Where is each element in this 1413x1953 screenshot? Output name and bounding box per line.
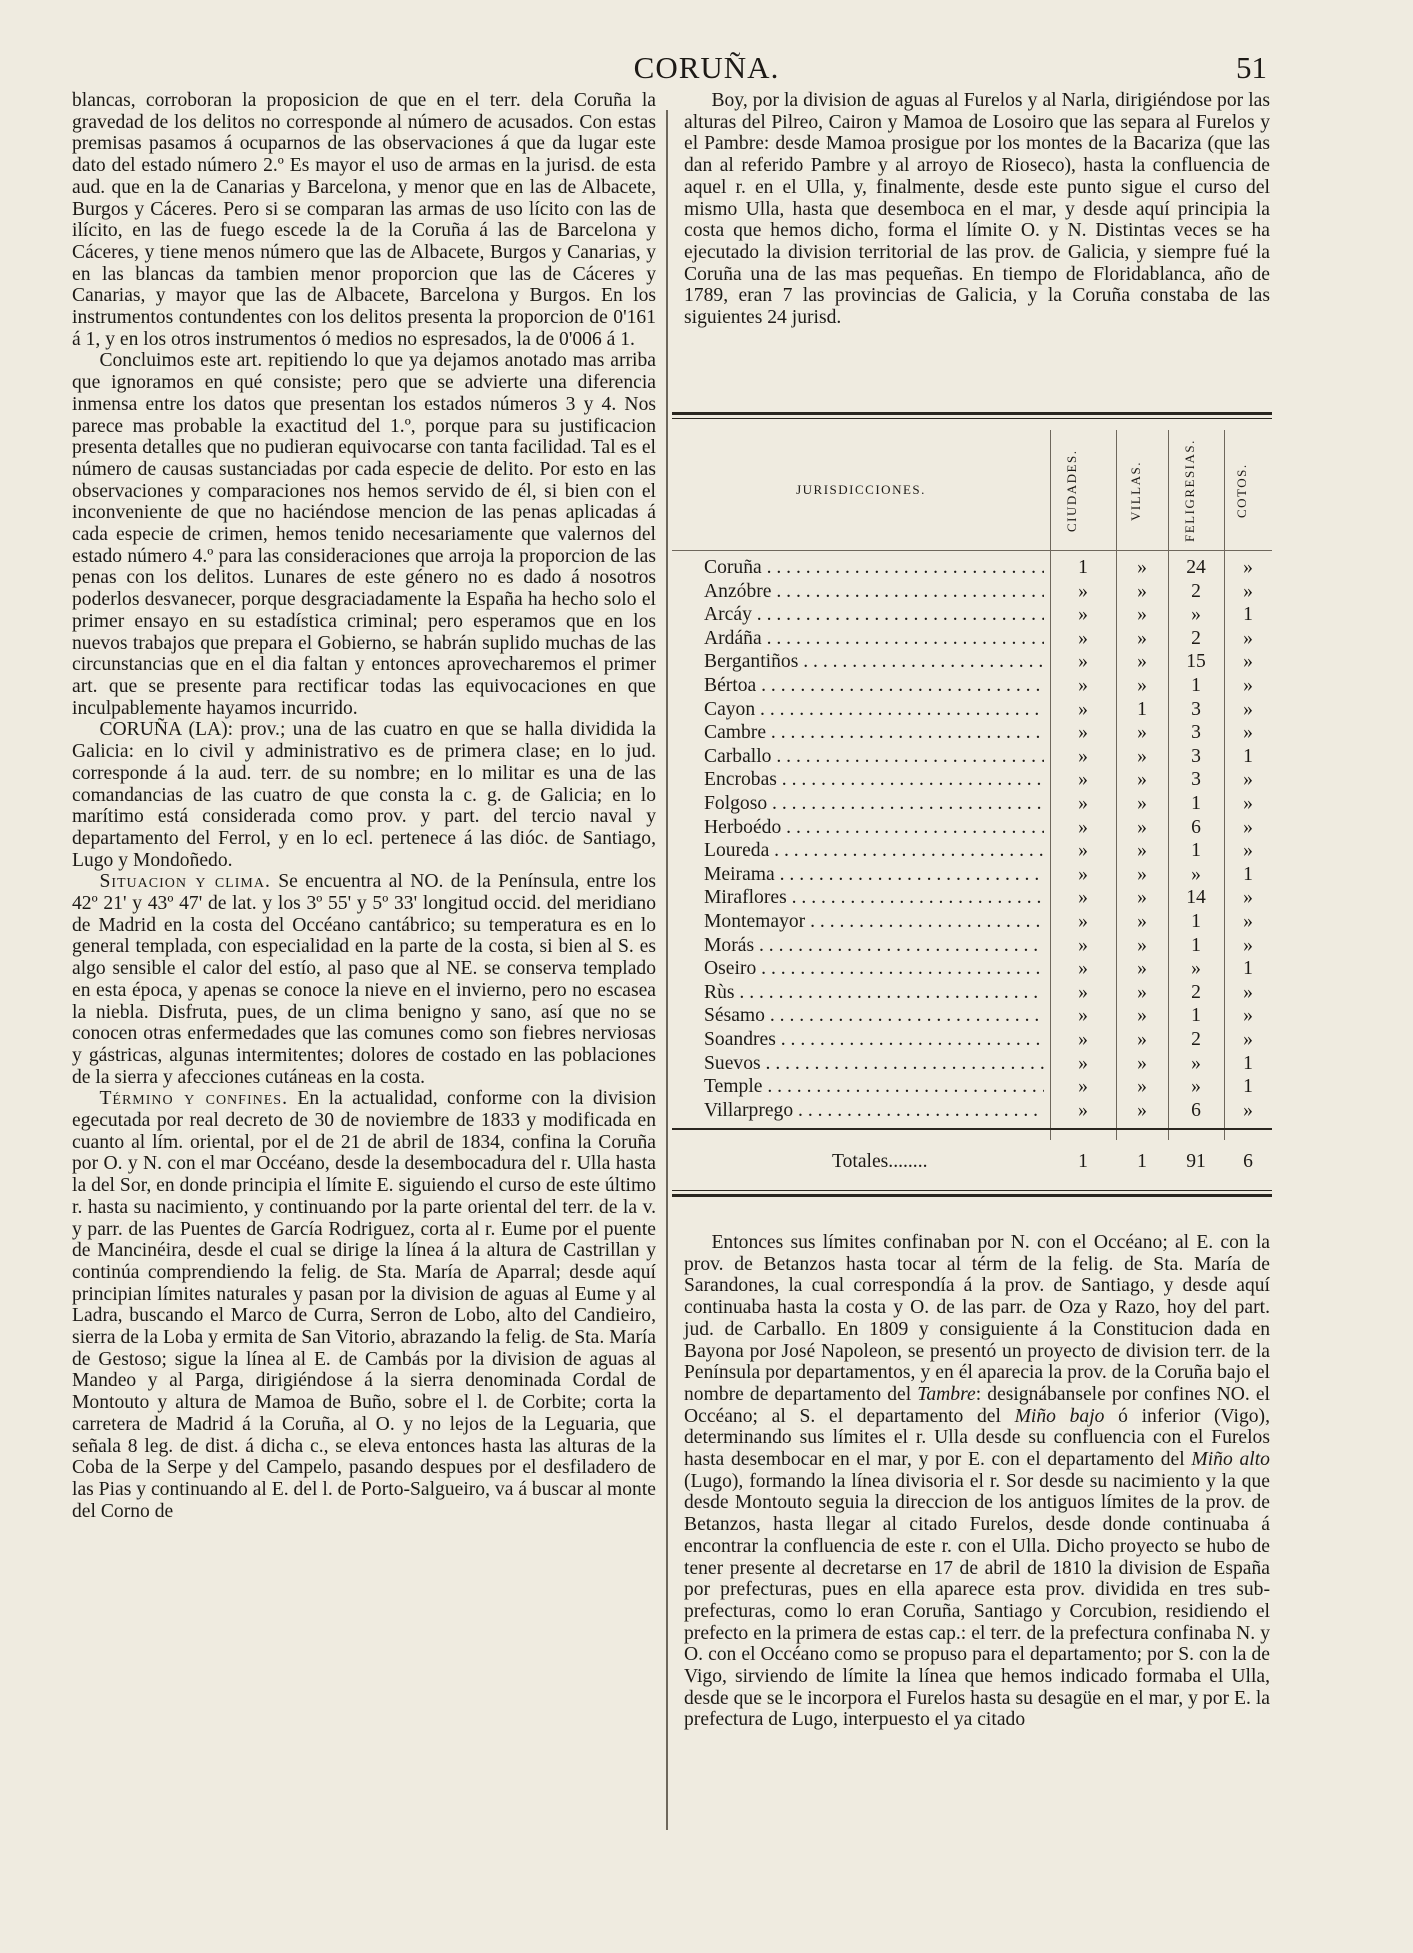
cell-value: » (1078, 1029, 1088, 1050)
jurisdiction-name: Cambre . . . (704, 723, 1044, 744)
totals-row (672, 1150, 1272, 1174)
cell-value: » (1137, 981, 1147, 1003)
cell-value: » (1243, 627, 1253, 649)
cell-value: » (1137, 863, 1147, 885)
text-run: : designábansele por confines NO. el Occéano; al S. el departamento del (684, 1383, 1270, 1427)
cell-value: 1 (1191, 911, 1201, 932)
paragraph (684, 1232, 1270, 1731)
jurisdiction-name: Temple . . . (704, 1077, 1044, 1098)
cell-value: » (1137, 651, 1147, 673)
left-column (72, 90, 656, 1522)
table-row (672, 582, 1272, 603)
cell-value: » (1243, 816, 1253, 838)
table-bottom-rule-thin (672, 1190, 1272, 1191)
cell-value: » (1243, 911, 1253, 932)
cell-value: » (1243, 1099, 1253, 1121)
cell-value: 6 (1191, 816, 1201, 838)
jurisdiction-name: Villarprego . . . (704, 1101, 1044, 1122)
totals-rule (672, 1128, 1272, 1130)
cell-value: » (1191, 863, 1201, 885)
table-row (672, 676, 1272, 697)
cell-value: 3 (1191, 769, 1201, 791)
cell-value: 1 (1191, 675, 1201, 696)
table-top-rule (672, 412, 1272, 415)
cell-value: » (1078, 769, 1088, 791)
jurisdiction-name: Oseiro . . . (704, 959, 1044, 980)
running-head: CORUÑA. (633, 50, 780, 85)
cell-value: 1 (1243, 1076, 1253, 1098)
jurisdiction-name: Rùs . . . (704, 983, 1044, 1004)
table-bottom-rule (672, 1194, 1272, 1197)
jurisdiction-name: Herboédo . . . (704, 818, 1044, 839)
cell-value: » (1078, 651, 1088, 673)
cell-value: » (1243, 722, 1253, 744)
cell-value: » (1078, 863, 1088, 885)
cell-value: 1 (1191, 840, 1201, 862)
cell-value: 2 (1191, 627, 1201, 649)
cell-value: » (1243, 698, 1253, 720)
cell-value: » (1191, 604, 1201, 626)
cell-value: » (1078, 627, 1088, 649)
paragraph: blancas, corroboran la proposicion de que en el terr. dela Coruña la gravedad de los delitos no corresponde al número de acusados. Con estas premisas pasamos á ocuparnos de las observaciones á que da lugar este dato del estado número 2.º Es mayor el uso de armas en la jurisd. de esta aud. que en la de Canarias y Barcelona, y menor que en las de Albacete, Burgos y Cáceres. Pero si se comparan las armas de uso lícito con las de ilícito, en las de fuego escede la de la Coruña á las de Barcelona y Cáceres, y tiene menos número que las de Albacete, Burgos y Canarias, y en las blancas da tambien menor proporcion que las de Cáceres y Canarias, y mayor que las de Albacete, Barcelona y Burgos. En los instrumentos contundentes con los delitos presenta la proporcion de 0'161 á 1, y en los otros instrumentos ó medios no espresados, la de 0'006 á 1. (72, 90, 656, 350)
jurisdictions-table (672, 412, 1272, 1210)
cell-value: » (1078, 793, 1088, 814)
cell-value: » (1078, 698, 1088, 720)
cell-value: » (1137, 911, 1147, 932)
jurisdiction-name: Carballo . . . (704, 747, 1044, 768)
right-column-bottom (684, 1232, 1270, 1731)
cell-value: » (1137, 793, 1147, 814)
cell-value: » (1137, 580, 1147, 602)
cell-value: 2 (1191, 580, 1201, 602)
cell-value: » (1078, 816, 1088, 838)
table-row (672, 1006, 1272, 1027)
cell-value: » (1078, 887, 1088, 909)
jurisdiction-name: Encrobas . . . (704, 770, 1044, 791)
jurisdiction-name: Morás . . . (704, 936, 1044, 957)
table-row (672, 1030, 1272, 1051)
cell-value: » (1078, 1052, 1088, 1074)
cell-value: » (1137, 1076, 1147, 1098)
jurisdiction-name: Meirama . . . (704, 865, 1044, 886)
jurisdiction-name: Miraflores . . . (704, 888, 1044, 909)
table-row (672, 888, 1272, 909)
cell-value: » (1078, 745, 1088, 767)
cell-value: » (1137, 1052, 1147, 1074)
cell-value: » (1243, 840, 1253, 862)
termino-paragraph (72, 1088, 656, 1522)
cell-value: » (1137, 722, 1147, 744)
cell-value: » (1078, 981, 1088, 1003)
situacion-paragraph (72, 871, 656, 1088)
jurisdiction-name: Arcáy . . . (704, 605, 1044, 626)
cell-value: » (1078, 934, 1088, 956)
text-run: Miño bajo (1014, 1405, 1105, 1427)
table-row (672, 936, 1272, 957)
cell-value: 1 (1243, 863, 1253, 885)
cell-value: » (1137, 557, 1147, 578)
text-run: Tambre (917, 1383, 976, 1405)
table-row (672, 652, 1272, 673)
cell-value: » (1078, 958, 1088, 980)
jurisdiction-name: Loureda . . . (704, 841, 1044, 862)
jurisdiction-name: Sésamo . . . (704, 1006, 1044, 1027)
cell-value: 1 (1243, 958, 1253, 980)
table-row (672, 865, 1272, 886)
cell-value: » (1137, 840, 1147, 862)
cell-value: 1 (1137, 698, 1147, 720)
table-row (672, 794, 1272, 815)
cell-value: » (1243, 1005, 1253, 1027)
table-row (672, 629, 1272, 650)
cell-value: 6 (1191, 1099, 1201, 1121)
cell-value: 1 (1243, 604, 1253, 626)
cell-value: » (1243, 769, 1253, 791)
total-ciudades: 1 (1078, 1151, 1088, 1172)
cell-value: » (1137, 1099, 1147, 1121)
section-text: En la actualidad, conforme con la division egecutada por real decreto de 30 de noviembre de 1833 y modificada en cuanto al lím. oriental, por el de 21 de abril de 1834, confina la Coruña por O. y N. con el mar Occéano, desde la desembocadura del r. Ulla hasta la del Sor, en donde principia el límite E. siguiendo el curso de este último r. hasta su nacimiento, y continuando por la parte oriental del terr. de la v. y parr. de las Puentes de García Rodriguez, corta al r. Eume por el puente de Mancinéira, desde el cual se dirige la línea á la altura de Castrillan y continúa comprendiendo la felig. de Sta. María de Aparral; desde aquí principian límites naturales y pasan por la division de aguas al Eume y al Ladra, buscando el Marco de Curra, Serron de Lobo, alto del Candieiro, sierra de la Loba y ermita de San Vitorio, abrazando la felig. de Sta. María de Gestoso; sigue la línea al E. de Cambás por la division de aguas al Mandeo y al Parga, dirigiéndose á la sierra denominada Cordal de Montouto y altura de Mamoa de Buño, sobre el l. de Corbite; corta la carretera de Madrid á la Coruña, al O. y no lejos de la Leguaria, que señala 8 leg. de dist. á dicha c., se eleva entonces hasta las alturas de la Coba de la Serpe y del Campelo, pasando despues por el desfiladero de las Pias y continuando al E. del l. de Porto-Salgueiro, va á buscar al monte del Corno de (72, 1088, 656, 1522)
text-run: ó inferior (Vigo), determinando sus límites el r. Ulla desde su confluencia con el Furelos hasta desembocar en el mar, y por E. con el departamento del (684, 1405, 1270, 1471)
cell-value: 14 (1186, 887, 1206, 909)
cell-value: » (1078, 604, 1088, 626)
cell-value: » (1243, 887, 1253, 909)
cell-value: 1 (1191, 1005, 1201, 1027)
header-rule (672, 550, 1272, 551)
jurisdiction-name: Bértoa . . . (704, 676, 1044, 697)
jurisdiction-name: Coruña . . . (704, 558, 1044, 579)
table-row (672, 723, 1272, 744)
table-row (672, 1054, 1272, 1075)
section-text: prov.; una de las cuatro en que se halla dividida la Galicia: en lo civil y administrativo es de primera clase; en lo jud. corresponde á la aud. terr. de su nombre; en lo militar es una de las comandancias de las cuatro de que consta la c. g. de Galicia; en lo marítimo está considerada como prov. y part. del tercio naval y departamento del Ferrol, y en lo ecl. pertenece á las dióc. de Santiago, Lugo y Mondoñedo. (72, 719, 656, 871)
table-row (672, 1077, 1272, 1098)
right-column-top (684, 90, 1270, 329)
header-ciudades: CIUDADES. (1064, 449, 1079, 533)
cell-value: » (1078, 675, 1088, 696)
cell-value: » (1078, 1005, 1088, 1027)
cell-value: » (1137, 1029, 1147, 1050)
section-text: Se encuentra al NO. de la Península, entre los 42º 21' y 43º 47' de lat. y los 3º 55' y 5º 33' longitud occid. del meridiano de Madrid en la costa del Occéano cantábrico; su temperatura es en lo general templada, con especialidad en la parte de la costa, si bien al S. es algo sensible el calor del estío, al paso que al NE. se conserva templado en esta época, y apenas se conoce la nieve en el invierno, pero no escasea la niebla. Disfruta, pues, de un clima benigno y sano, así que no se conocen otras enfermedades que las comunes como son fiebres nerviosas y gástricas, algunas intermitentes; dolores de costado en las poblaciones de la sierra y afecciones cutáneas en la costa. (72, 871, 657, 1088)
cell-value: 3 (1191, 722, 1201, 744)
table-row (672, 841, 1272, 862)
cell-value: 1 (1243, 745, 1253, 767)
cell-value: » (1137, 675, 1147, 696)
cell-value: » (1078, 1099, 1088, 1121)
jurisdiction-name: Soandres . . . (704, 1030, 1044, 1051)
cell-value: » (1078, 580, 1088, 602)
header-cotos: COTOS. (1234, 463, 1249, 519)
jurisdiction-name: Montemayor . . . (704, 912, 1044, 933)
cell-value: » (1137, 934, 1147, 956)
text-run: (Lugo), formando la línea divisoria el r. Sor desde su nacimiento y la que desde Montouto seguia la direccion de los antiguos límites de la prov. de Betanzos, hasta llegar al citado Furelos, desde donde continuaba á encontrar la confluencia de este r. con el Ulla. Dicho proyecto se hubo de tener presente al decretarse en 17 de abril de 1810 la division de España por prefecturas, pues en ella aparece esta prov. dividida en tres sub-prefecturas, como lo eran Coruña, Santiago y Corcubion, residiendo el prefecto en la primera de estas cap.: el terr. de la prefectura confinaba N. y O. con el Occéano como se propuso para el departamento; por S. con la de Vigo, sirviendo de límite la línea que hemos indicado formaba el Ulla, desde que se le incorpora el Furelos hasta su desagüe en el mar, y por E. la prefectura de Lugo, interpuesto el ya citado (684, 1470, 1270, 1731)
section-title: Situacion y clima. (99, 871, 271, 893)
cell-value: » (1191, 1052, 1201, 1074)
cell-value: 3 (1191, 745, 1201, 767)
table-row (672, 912, 1272, 933)
table-row (672, 770, 1272, 791)
cell-value: » (1243, 1029, 1253, 1050)
table-row (672, 605, 1272, 626)
cell-value: 3 (1191, 698, 1201, 720)
cell-value: » (1243, 981, 1253, 1003)
paragraph: Concluimos este art. repitiendo lo que ya dejamos anotado mas arriba que ignoramos en qué consiste; pero que se advierte una diferencia inmensa entre los datos que presentan los estados números 3 y 4. Nos parece mas probable la exactitud del 1.º, porque para su justificacion presenta detalles que no pudieran equivocarse con tanta facilidad. Tal es el número de causas sustanciadas por cada especie de delito. Por esto en las observaciones y comparaciones nos hemos servido de él, si bien con el inconveniente de que no haciéndose mencion de las penas aplicadas á cada especie de crimen, hemos tenido necesariamente que valernos del estado número 4.º para las consideraciones que arroja la proporcion de las penas con los delitos. Lunares de este género no es dado á nosotros poderlos desvanecer, porque desgraciadamente la España ha hecho solo el primer ensayo en su estadística criminal; pero esperamos que en los nuevos trabajos que prepara el Gobierno, se habrán suplido muchas de las circunstancias que en el dia faltan y entonces aprovecharemos el primer art. que se presente para rectificar todas las equivocaciones en que inculpablemente hayamos incurrido. (72, 350, 656, 719)
jurisdiction-name: Folgoso . . . (704, 794, 1044, 815)
table-row (672, 983, 1272, 1004)
table-row (672, 959, 1272, 980)
table-header (672, 430, 1272, 548)
table-row (672, 818, 1272, 839)
table-row (672, 1101, 1272, 1122)
jurisdiction-name: Bergantiños . . . (704, 652, 1044, 673)
cell-value: » (1137, 816, 1147, 838)
cell-value: » (1137, 958, 1147, 980)
text-run: Miño alto (1191, 1449, 1270, 1471)
total-feligresias: 91 (1186, 1151, 1206, 1172)
paragraph: Boy, por la division de aguas al Furelos y al Narla, dirigiéndose por las alturas del Pilreo, Cairon y Mamoa de Losoiro que las separa al Furelos y el Pambre: desde Mamoa prosigue por los montes de la Bacariza (que las dan al referido Pambre y al arroyo de Rioseco), hasta la confluencia de aquel r. en el Ulla, y, finalmente, desde este punto sigue el curso del mismo Ulla, hasta que desemboca en el mar, y desde aquí principia la costa que hemos dicho, forma el límite O. y N. Distintas veces se ha ejecutado la division territorial de las prov. de Galicia, y siempre fué la Coruña una de las mas pequeñas. En tiempo de Floridablanca, año de 1789, eran 7 las provincias de Galicia, y la Coruña constaba de las siguientes 24 jurisd. (684, 90, 1270, 329)
section-title: CORUÑA (LA): (99, 719, 234, 741)
table-row (672, 747, 1272, 768)
cell-value: » (1243, 557, 1253, 578)
cell-value: » (1078, 911, 1088, 932)
jurisdiction-name: Cayon . . . (704, 700, 1044, 721)
jurisdiction-name: Suevos . . . (704, 1054, 1044, 1075)
cell-value: » (1137, 769, 1147, 791)
cell-value: 1 (1191, 793, 1201, 814)
column-rule (666, 110, 668, 1830)
cell-value: » (1243, 793, 1253, 814)
coruna-paragraph (72, 719, 656, 871)
table-top-rule-thin (672, 418, 1272, 419)
header-feligresias: FELIGRESIAS. (1182, 439, 1197, 543)
table-row (672, 700, 1272, 721)
cell-value: » (1243, 675, 1253, 696)
jurisdiction-name: Ardáña . . . (704, 629, 1044, 650)
cell-value: » (1137, 1005, 1147, 1027)
cell-value: 2 (1191, 981, 1201, 1003)
header-villas: VILLAS. (1128, 461, 1143, 521)
cell-value: 1 (1243, 1052, 1253, 1074)
cell-value: » (1137, 887, 1147, 909)
cell-value: » (1078, 840, 1088, 862)
cell-value: 1 (1191, 934, 1201, 956)
jurisdiction-name: Anzóbre . . . (704, 582, 1044, 603)
section-title: Término y confines. (99, 1088, 288, 1110)
cell-value: » (1243, 580, 1253, 602)
header-jurisdicciones: JURISDICCIONES. (796, 482, 926, 497)
table-row (672, 558, 1272, 579)
cell-value: » (1137, 745, 1147, 767)
cell-value: 24 (1186, 557, 1206, 578)
page-number: 51 (1236, 50, 1267, 85)
cell-value: » (1137, 604, 1147, 626)
cell-value: » (1191, 1076, 1201, 1098)
cell-value: » (1243, 651, 1253, 673)
cell-value: 1 (1078, 557, 1088, 578)
cell-value: 2 (1191, 1029, 1201, 1050)
totals-label: Totales........ (832, 1151, 928, 1172)
cell-value: » (1078, 722, 1088, 744)
cell-value: » (1137, 627, 1147, 649)
cell-value: » (1191, 958, 1201, 980)
text-run: Entonces sus límites confinaban por N. con el Occéano; al E. con la prov. de Betanzos hasta tocar al térm de la felig. de Sta. María de Sarandones, la cual correspondía á la prov. de Santiago, y desde aquí continuaba hasta la costa y O. de las parr. de Oza y Razo, hoy del part. jud. de Carballo. En 1809 y consiguiente á la Constitucion dada en Bayona por José Napoleon, se presentó un proyecto de division terr. de la Península por departamentos, y en él aparecia la prov. de la Coruña bajo el nombre de departamento del (684, 1232, 1270, 1405)
cell-value: » (1243, 934, 1253, 956)
cell-value: » (1078, 1076, 1088, 1098)
total-villas: 1 (1137, 1151, 1147, 1172)
total-cotos: 6 (1243, 1151, 1253, 1172)
page-header (0, 50, 1413, 90)
cell-value: 15 (1186, 651, 1206, 673)
